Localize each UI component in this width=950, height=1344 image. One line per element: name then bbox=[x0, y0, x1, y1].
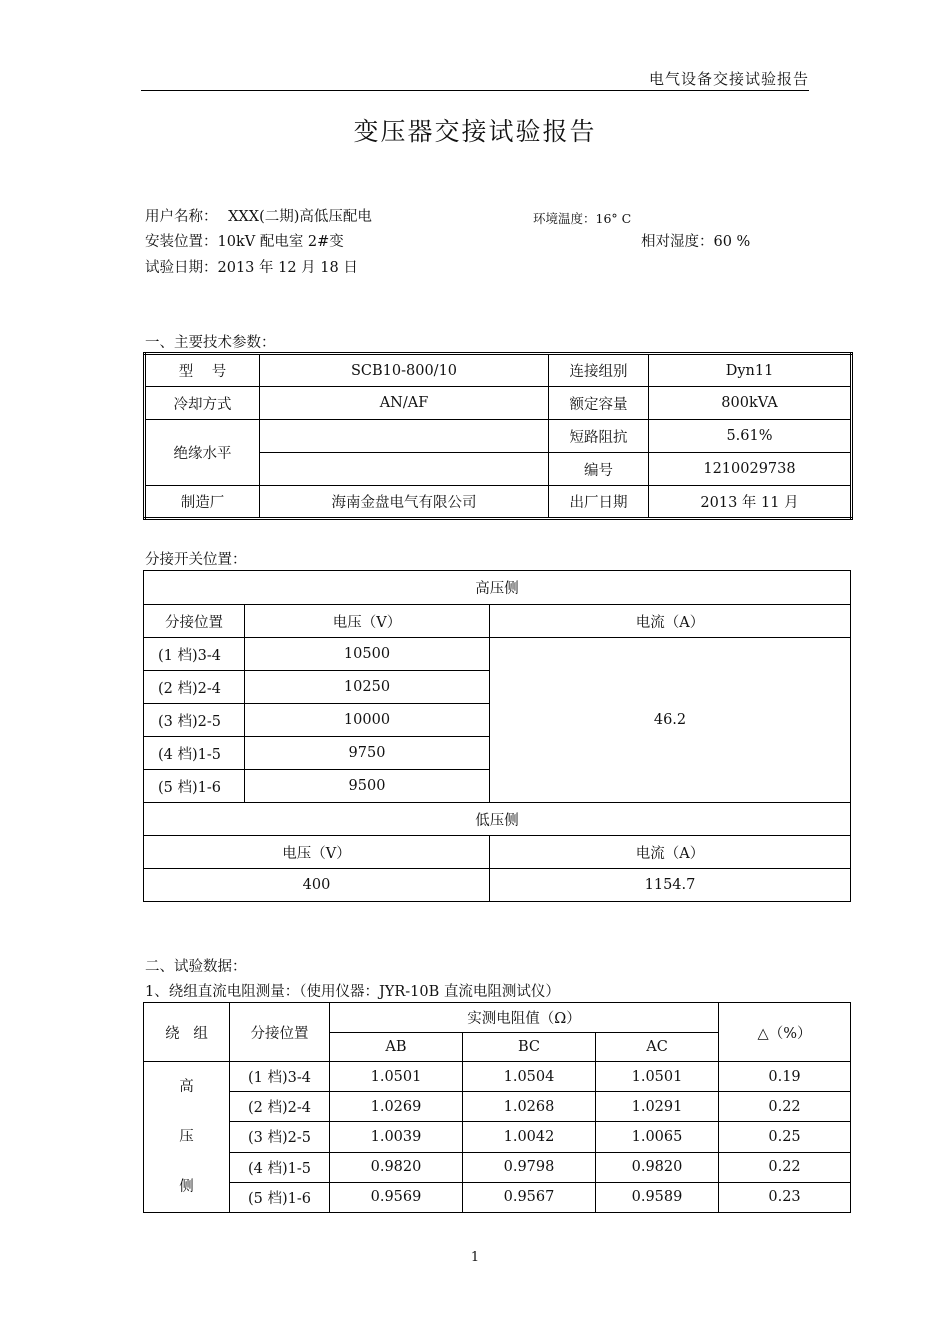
manufacturer-value: 海南金盘电气有限公司 bbox=[260, 486, 549, 519]
impedance-value: 5.61% bbox=[649, 420, 852, 453]
user-label: 用户名称： bbox=[145, 209, 218, 225]
section1-title: 一、主要技术参数： bbox=[145, 335, 276, 351]
tap-voltage: 9500 bbox=[245, 770, 490, 803]
tap-position-table bbox=[143, 570, 851, 902]
lv-voltage-header: 电压（V） bbox=[144, 836, 490, 869]
humidity-label: 相对湿度： bbox=[641, 234, 714, 250]
ab-header: AB bbox=[330, 1033, 463, 1062]
dcr-pos: (3 档)2-5 bbox=[230, 1122, 330, 1152]
dcr-ac: 1.0501 bbox=[596, 1062, 719, 1092]
temperature-line bbox=[533, 209, 631, 227]
dcr-bc: 0.9798 bbox=[463, 1152, 596, 1182]
tap-pos: (3 档)2-5 bbox=[144, 704, 245, 737]
section2-title: 二、试验数据： bbox=[145, 959, 247, 975]
dcr-delta: 0.25 bbox=[719, 1122, 851, 1152]
section2-subtitle: 1、绕组直流电阻测量：（使用仪器：JYR-10B 直流电阻测试仪） bbox=[145, 984, 560, 1000]
tap-section-title: 分接开关位置： bbox=[145, 552, 247, 568]
page-title: 变压器交接试验报告 bbox=[353, 117, 597, 146]
location-line bbox=[145, 230, 344, 251]
manufacture-date-label: 出厂日期 bbox=[549, 486, 649, 519]
delta-header: △（%） bbox=[719, 1003, 851, 1062]
tap-pos: (4 档)1-5 bbox=[144, 737, 245, 770]
dcr-pos: (4 档)1-5 bbox=[230, 1152, 330, 1182]
tap-pos: (5 档)1-6 bbox=[144, 770, 245, 803]
tap-voltage: 9750 bbox=[245, 737, 490, 770]
ac-header: AC bbox=[596, 1033, 719, 1062]
winding-header: 绕 组 bbox=[144, 1003, 230, 1062]
cooling-label: 冷却方式 bbox=[145, 387, 260, 420]
dcr-delta: 0.22 bbox=[719, 1152, 851, 1182]
insulation-value-1 bbox=[260, 420, 549, 453]
tap-current-header: 电流（A） bbox=[490, 605, 851, 638]
dcr-ac: 0.9820 bbox=[596, 1152, 719, 1182]
tap-voltage: 10000 bbox=[245, 704, 490, 737]
lv-voltage-value: 400 bbox=[144, 869, 490, 902]
model-value: SCB10-800/10 bbox=[260, 354, 549, 387]
humidity-line bbox=[641, 230, 750, 251]
tap-voltage: 10500 bbox=[245, 638, 490, 671]
dcr-delta: 0.19 bbox=[719, 1062, 851, 1092]
temperature-value: 16° C bbox=[595, 211, 632, 226]
user-value: XXX(二期)高低压配电 bbox=[228, 209, 372, 225]
temperature-label: 环境温度： bbox=[533, 211, 596, 226]
tap-pos: (2 档)2-4 bbox=[144, 671, 245, 704]
tech-params-table bbox=[143, 352, 853, 520]
connection-group-value: Dyn11 bbox=[649, 354, 852, 387]
lv-current-header: 电流（A） bbox=[490, 836, 851, 869]
cooling-value: AN/AF bbox=[260, 387, 549, 420]
test-date-value: 2013 年 12 月 18 日 bbox=[217, 260, 358, 276]
hv-side-char: 侧 bbox=[179, 1179, 194, 1195]
user-name-line bbox=[145, 205, 372, 226]
test-date-label: 试验日期： bbox=[145, 260, 218, 276]
tap-voltage: 10250 bbox=[245, 671, 490, 704]
dcr-ab: 1.0269 bbox=[330, 1092, 463, 1122]
dcr-delta: 0.22 bbox=[719, 1092, 851, 1122]
dc-resistance-table bbox=[143, 1002, 851, 1213]
insulation-label: 绝缘水平 bbox=[145, 420, 260, 486]
lv-side-label: 低压侧 bbox=[144, 803, 851, 836]
hv-side-char: 高 bbox=[179, 1079, 194, 1095]
dcr-pos: (2 档)2-4 bbox=[230, 1092, 330, 1122]
serial-label: 编号 bbox=[549, 453, 649, 486]
dcr-ab: 1.0501 bbox=[330, 1062, 463, 1092]
tap-pos-header: 分接位置 bbox=[144, 605, 245, 638]
dcr-ac: 0.9589 bbox=[596, 1182, 719, 1212]
tap-voltage-header: 电压（V） bbox=[245, 605, 490, 638]
hv-side-cell bbox=[144, 1062, 230, 1213]
dcr-ab: 1.0039 bbox=[330, 1122, 463, 1152]
manufacturer-label: 制造厂 bbox=[145, 486, 260, 519]
dcr-ab: 0.9569 bbox=[330, 1182, 463, 1212]
test-date-line bbox=[145, 256, 358, 277]
location-value: 10kV 配电室 2#变 bbox=[217, 234, 344, 250]
header-text: 电气设备交接试验报告 bbox=[648, 70, 809, 88]
dcr-bc: 1.0504 bbox=[463, 1062, 596, 1092]
dcr-ac: 1.0291 bbox=[596, 1092, 719, 1122]
hv-current-value: 46.2 bbox=[490, 638, 851, 803]
header-rule bbox=[141, 90, 809, 91]
lv-current-value: 1154.7 bbox=[490, 869, 851, 902]
hv-side-char: 压 bbox=[179, 1129, 194, 1145]
impedance-label: 短路阻抗 bbox=[549, 420, 649, 453]
insulation-value-2 bbox=[260, 453, 549, 486]
location-label: 安装位置： bbox=[145, 234, 218, 250]
dcr-bc: 1.0268 bbox=[463, 1092, 596, 1122]
rated-capacity-value: 800kVA bbox=[649, 387, 852, 420]
humidity-value: 60 % bbox=[713, 234, 751, 250]
dcr-pos: (1 档)3-4 bbox=[230, 1062, 330, 1092]
page-number: 1 bbox=[470, 1250, 480, 1265]
dcr-bc: 0.9567 bbox=[463, 1182, 596, 1212]
model-label: 型 号 bbox=[145, 354, 260, 387]
serial-value: 1210029738 bbox=[649, 453, 852, 486]
manufacture-date-value: 2013 年 11 月 bbox=[649, 486, 852, 519]
hv-side-label: 高压侧 bbox=[144, 571, 851, 605]
bc-header: BC bbox=[463, 1033, 596, 1062]
connection-group-label: 连接组别 bbox=[549, 354, 649, 387]
measured-resistance-header: 实测电阻值（Ω） bbox=[330, 1003, 719, 1033]
tap-pos: (1 档)3-4 bbox=[144, 638, 245, 671]
dcr-ab: 0.9820 bbox=[330, 1152, 463, 1182]
dcr-pos: (5 档)1-6 bbox=[230, 1182, 330, 1212]
dcr-bc: 1.0042 bbox=[463, 1122, 596, 1152]
dcr-ac: 1.0065 bbox=[596, 1122, 719, 1152]
dcr-pos-header: 分接位置 bbox=[230, 1003, 330, 1062]
dcr-delta: 0.23 bbox=[719, 1182, 851, 1212]
rated-capacity-label: 额定容量 bbox=[549, 387, 649, 420]
